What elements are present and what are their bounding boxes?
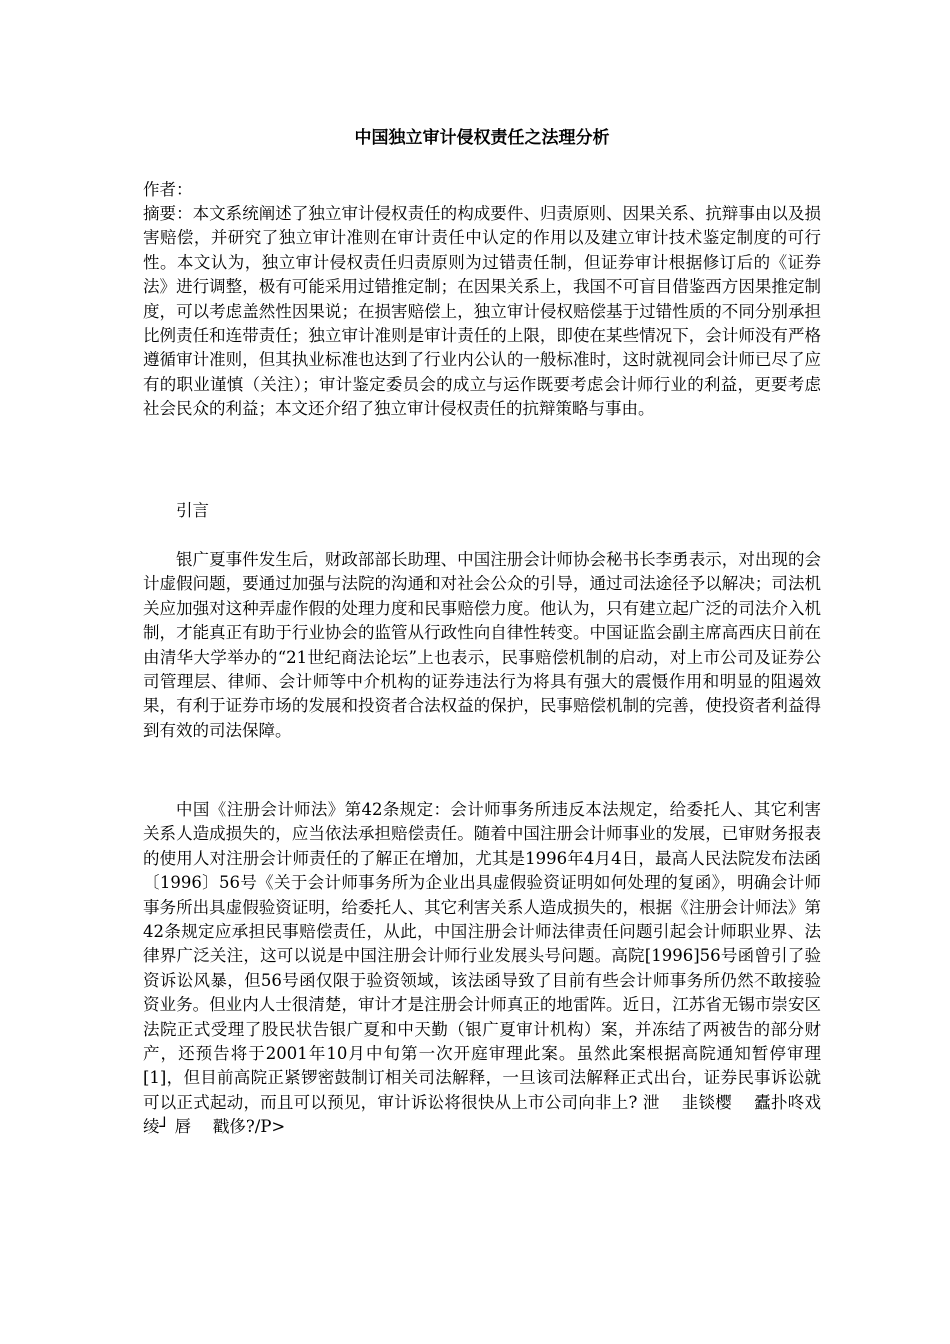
body-paragraph-2: 中国《注册会计师法》第42条规定：会计师事务所违反本法规定，给委托人、其它利害关系人造成损失的，应当依法承担赔偿责任。随着中国注册会计师事业的发展，已审财务报表的使用人对注册会计师责任的了解正在增加，尤其是1996年4月4日，最高人民法院发布法函〔1996〕56号《关于会计师事务所为企业出具虚假验资证明如何处理的复函》，明确会计师事务所出具虚假验资证明，给委托人、其它利害关系人造成损失的，根据《注册会计师法》第42条规定应承担民事赔偿责任，从此，中国注册会计师法律责任问题引起会计师职业界、法律界广泛关注，这可以说是中国注册会计师行业发展头号问题。高院[1996]56号函曾引了验资诉讼风暴，但56号函仅限于验资领域，该法函导致了目前有些会计师事务所仍然不敢接验资业务。但业内人士很清楚，审计才是注册会计师真正的地雷阵。近日，江苏省无锡市崇安区法院正式受理了股民状告银广夏和中天勤（银广夏审计机构）案，并冻结了两被告的部分财产，还预告将于2001年10月中旬第一次开庭审理此案。虽然此案根据高院通知暂停审理[1]，但目前高院正紧锣密鼓制订相关司法解释，一旦该司法解释正式出台，证券民事诉讼就可以正式起动，而且可以预见，审计诉讼将很快从上市公司向非上? 泄 韭锬樱 蠹扑咚戏绫┘ 唇 戳侈?/P> bbox=[143, 800, 821, 1137]
author-line: 作者： bbox=[143, 180, 193, 199]
intro-heading: 引言 bbox=[176, 501, 209, 520]
body-paragraph-1: 银广夏事件发生后，财政部部长助理、中国注册会计师协会秘书长李勇表示，对出现的会计虚假问题，要通过加强与法院的沟通和对社会公众的引导，通过司法途径予以解决；司法机关应加强对这种弄虚作假的处理力度和民事赔偿力度。他认为，只有建立起广泛的司法介入机制，才能真正有助于行业协会的监管从行政性向自律性转变。中国证监会副主席高西庆日前在由清华大学举办的“21世纪商法论坛”上也表示，民事赔偿机制的启动，对上市公司及证券公司管理层、律师、会计师等中介机构的证券违法行为将具有强大的震慑作用和明显的阻遏效果，有利于证券市场的发展和投资者合法权益的保护，民事赔偿机制的完善，使投资者利益得到有效的司法保障。 bbox=[143, 550, 821, 740]
document-title: 中国独立审计侵权责任之法理分析 bbox=[354, 128, 610, 148]
abstract-paragraph: 摘要：本文系统阐述了独立审计侵权责任的构成要件、归责原则、因果关系、抗辩事由以及损害赔偿，并研究了独立审计准则在审计责任中认定的作用以及建立审计技术鉴定制度的可行性。本文认为，独立审计侵权责任归责原则为过错责任制，但证券审计根据修订后的《证券法》进行调整，极有可能采用过错推定制；在因果关系上，我国不可盲目借鉴西方因果推定制度，可以考虑盖然性因果说；在损害赔偿上，独立审计侵权赔偿基于过错性质的不同分别承担比例责任和连带责任；独立审计准则是审计责任的上限，即使在某些情况下，会计师没有严格遵循审计准则，但其执业标准也达到了行业内公认的一般标准时，这时就视同会计师已尽了应有的职业谨慎（关注）；审计鉴定委员会的成立与运作既要考虑会计师行业的利益，更要考虑社会民众的利益；本文还介绍了独立审计侵权责任的抗辩策略与事由。 bbox=[143, 204, 821, 419]
